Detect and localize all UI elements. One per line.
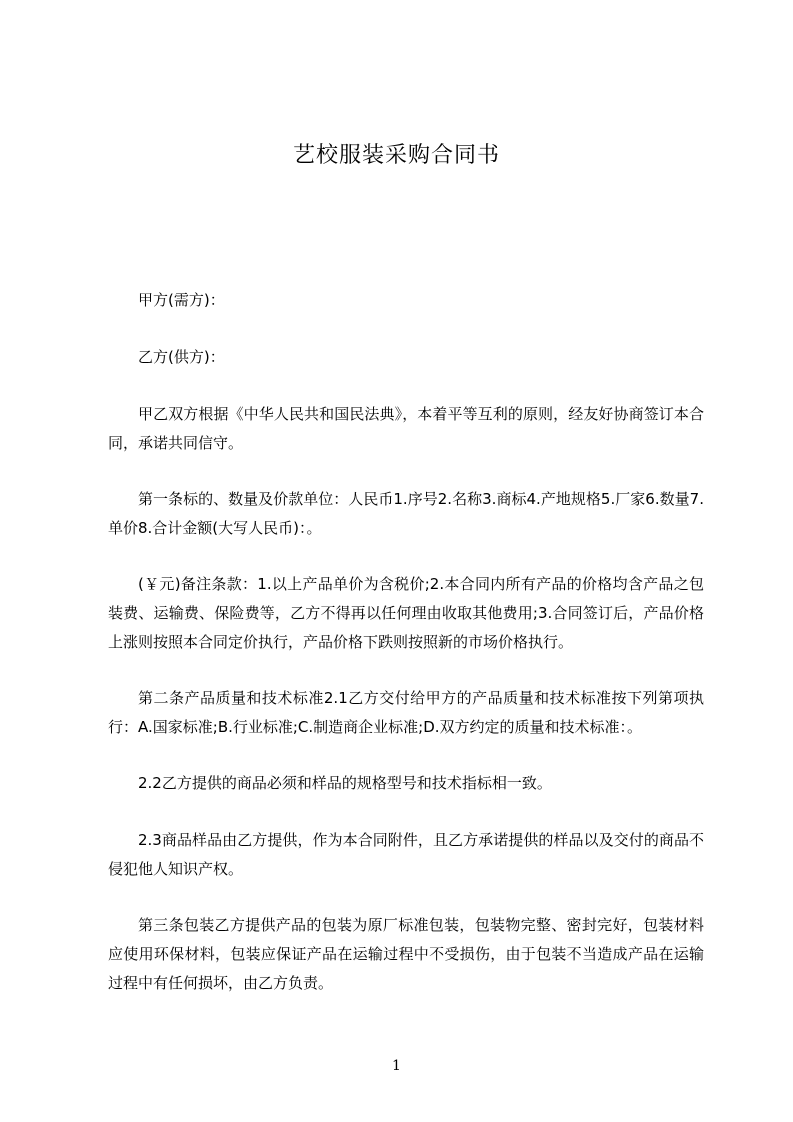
article-1-paragraph: 第一条标的、数量及价款单位：人民币1.序号2.名称3.商标4.产地规格5.厂家6.数量7.单价8.合计金额(大写人民币)：。 — [108, 490, 704, 537]
clause-2-3-paragraph: 2.3商品样品由乙方提供，作为本合同附件，且乙方承诺提供的样品以及交付的商品不侵犯他人知识产权。 — [108, 831, 704, 878]
party-b-line: 乙方(供方)： — [138, 348, 225, 366]
article-2-paragraph: 第二条产品质量和技术标准2.1乙方交付给甲方的产品质量和技术标准按下列第项执行：A.国家标准;B.行业标准;C.制造商企业标准;D.双方约定的质量和技术标准：。 — [108, 689, 704, 736]
page-number: 1 — [392, 1058, 401, 1074]
article-3-paragraph: 第三条包装乙方提供产品的包装为原厂标准包装，包装物完整、密封完好，包装材料应使用环保材料，包装应保证产品在运输过程中不受损伤，由于包装不当造成产品在运输过程中有任何损坏，由乙方负责。 — [108, 916, 704, 992]
document-title: 艺校服装采购合同书 — [292, 143, 500, 168]
preamble-paragraph: 甲乙双方根据《中华人民共和国民法典》，本着平等互利的原则，经友好协商签订本合同，承诺共同信守。 — [108, 405, 704, 452]
remarks-paragraph: (￥元)备注条款：1.以上产品单价为含税价;2.本合同内所有产品的价格均含产品之包装费、运输费、保险费等，乙方不得再以任何理由收取其他费用;3.合同签订后，产品价格上涨则按照本合同定价执行，产品价格下跌则按照新的市场价格执行。 — [108, 575, 704, 651]
clause-2-2-paragraph: 2.2乙方提供的商品必须和样品的规格型号和技术指标相一致。 — [138, 774, 552, 792]
document-body — [108, 286, 704, 1025]
party-a-line: 甲方(需方)： — [138, 291, 225, 309]
